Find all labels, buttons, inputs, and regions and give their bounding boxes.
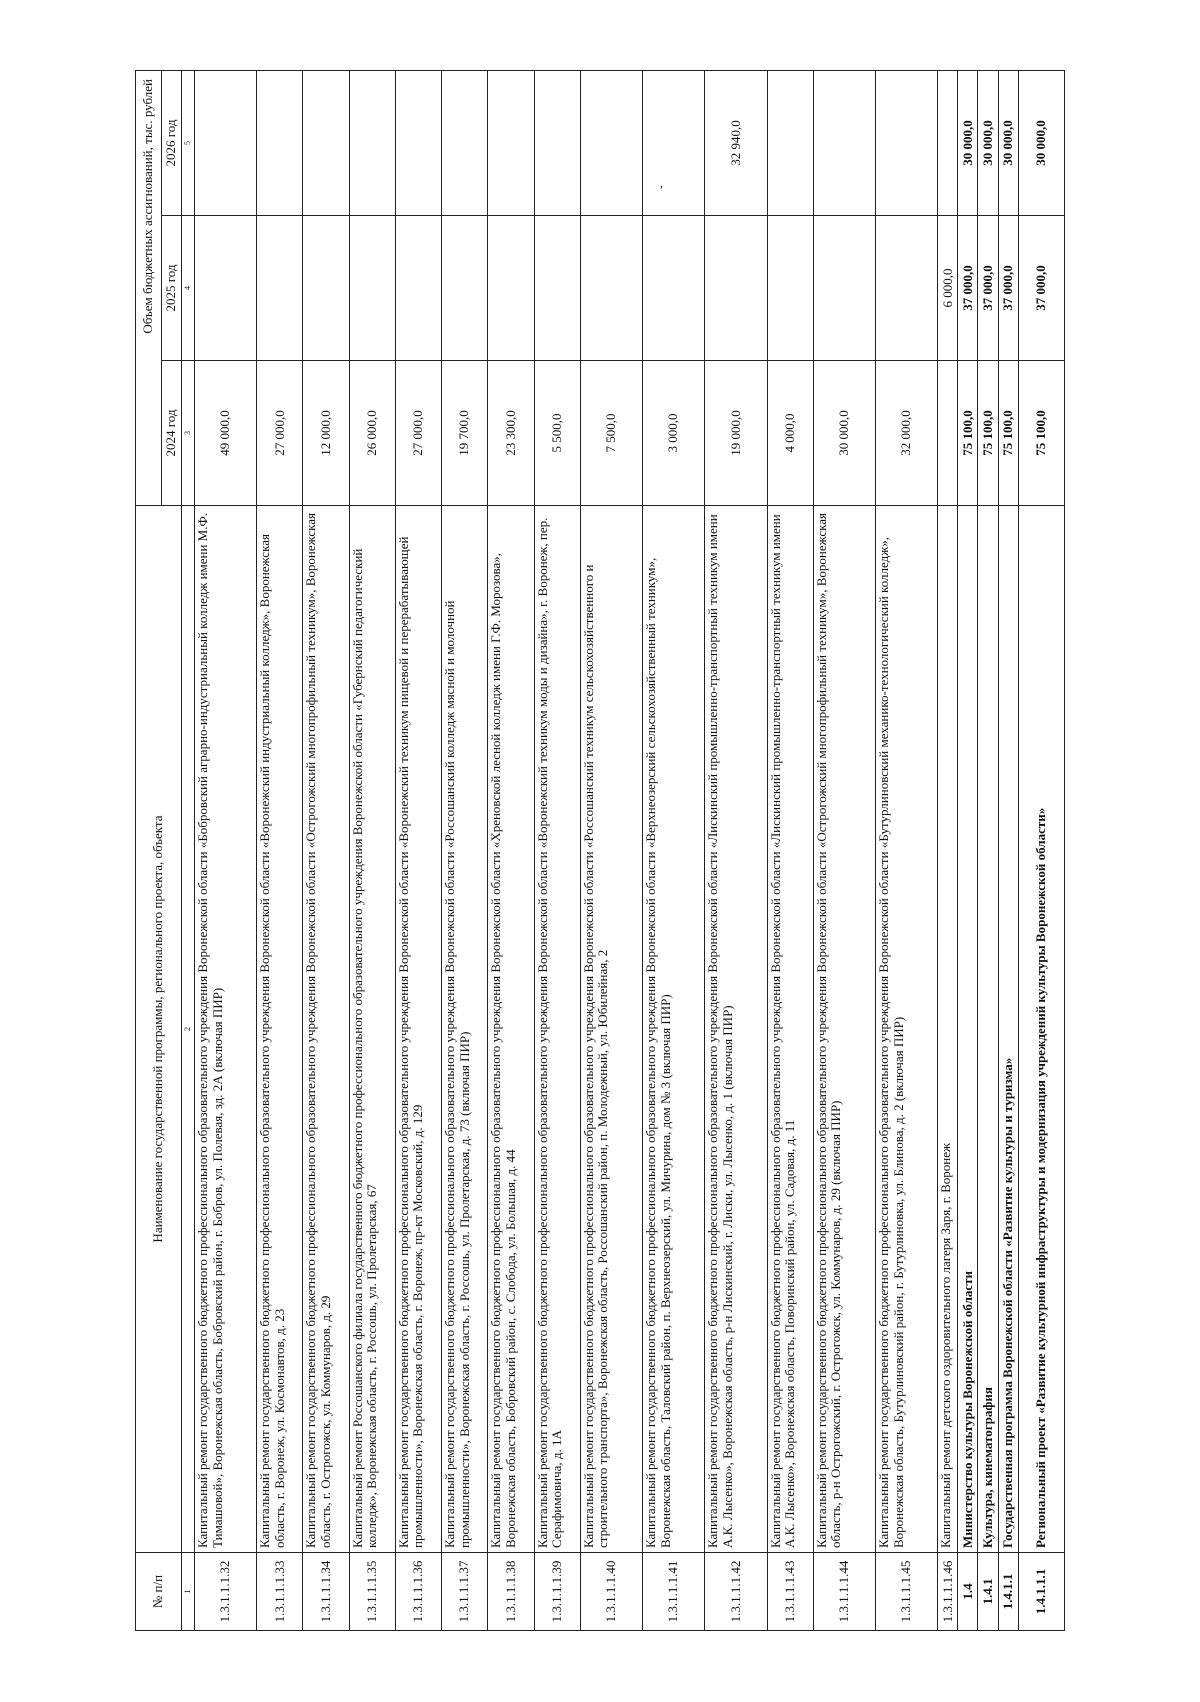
table-row — [195, 71, 257, 1631]
row-name: Капитальный ремонт государственного бюджетного профессионального образовательного учреждения Воронежской области «Острогожский многопрофильный техникум», Воронежская область, г. Острогожск, ул. Коммунаров, д. 29 — [303, 506, 349, 1553]
row-number: 1.3.1.1.1.35 — [349, 1553, 395, 1631]
row-number: 1.4.1.1 — [998, 1553, 1018, 1631]
header-year-2024: 2024 год — [162, 361, 182, 506]
column-number: 2 — [182, 506, 195, 1553]
header-year-2025: 2025 год — [162, 216, 182, 361]
row-name: Капитальный ремонт государственного бюджетного профессионального образовательного учреждения Воронежской области «Лискинский промышленно-транспортный техникум имени А.К. Лысенко», Воронежская область, Поворинский район, ул. Садовая, д. 11 — [767, 506, 813, 1553]
row-value-2024: 12 000,0 — [303, 361, 349, 506]
row-value-2026 — [938, 71, 958, 216]
row-name: Капитальный ремонт государственного бюджетного профессионального образовательного учреждения Воронежской области «Воронежский индустриальный колледж», Воронежская область, г. Воронеж, ул. Космонавтов, д. 23 — [257, 506, 303, 1553]
row-name: Капитальный ремонт государственного бюджетного профессионального образовательного учреждения Воронежской области «Верхнеозерский сельскохозяйственный техникум», Воронежская область, Таловский район, п. Верхнеозерский, ул. Мичурина, дом № 3 (включая ПИР) — [642, 506, 704, 1553]
row-number: 1.3.1.1.1.36 — [395, 1553, 441, 1631]
table-row — [442, 71, 488, 1631]
row-value-2024: 30 000,0 — [813, 361, 875, 506]
table-row — [938, 71, 958, 1631]
row-number: 1.3.1.1.1.46 — [938, 1553, 958, 1631]
row-value-2024: 27 000,0 — [257, 361, 303, 506]
row-value-2025 — [257, 216, 303, 361]
row-value-2024: 5 500,0 — [534, 361, 580, 506]
row-value-2025 — [705, 216, 767, 361]
table-row-total — [978, 71, 998, 1631]
row-value-2024: 26 000,0 — [349, 361, 395, 506]
row-value-2024: 23 300,0 — [488, 361, 534, 506]
header-col-num: № п/п — [136, 1553, 182, 1631]
row-value-2025 — [580, 216, 642, 361]
row-value-2026 — [534, 71, 580, 216]
row-value-2024: 4 000,0 — [767, 361, 813, 506]
row-name: Министерство культуры Воронежской области — [958, 506, 978, 1553]
column-number: 4 — [182, 216, 195, 361]
row-value-2026 — [349, 71, 395, 216]
column-number: 5 — [182, 71, 195, 216]
row-value-2024: 32 000,0 — [876, 361, 938, 506]
row-value-2025 — [349, 216, 395, 361]
row-value-2025: 37 000,0 — [998, 216, 1018, 361]
table-body — [195, 71, 1065, 1631]
row-name: Государственная программа Воронежской области «Развитие культуры и туризма» — [998, 506, 1018, 1553]
row-value-2026 — [813, 71, 875, 216]
row-name: Культура, кинематография — [978, 506, 998, 1553]
row-value-2024: 27 000,0 — [395, 361, 441, 506]
row-name: Капитальный ремонт государственного бюджетного профессионального образовательного учреждения Воронежской области «Бобровский аграрно-индустриальный колледж имени М.Ф. Тимашовой», Воронежская область, Бобровский район, г. Бобров, ул. Полевая, зд. 2А (включая ПИР) — [195, 506, 257, 1553]
row-value-2024: 3 000,0 — [642, 361, 704, 506]
row-number: 1.4.1.1.1 — [1018, 1553, 1064, 1631]
row-value-2025 — [767, 216, 813, 361]
row-value-2024: 75 100,0 — [1018, 361, 1064, 506]
header-year-2026: 2026 год — [162, 71, 182, 216]
row-value-2024: 7 500,0 — [580, 361, 642, 506]
row-number: 1.4.1 — [978, 1553, 998, 1631]
row-value-2025: 37 000,0 — [958, 216, 978, 361]
budget-table — [135, 70, 1065, 1631]
row-number: 1.3.1.1.1.41 — [642, 1553, 704, 1631]
row-value-2026 — [257, 71, 303, 216]
rotated-budget-table-sheet — [135, 71, 1065, 1631]
row-number: 1.3.1.1.1.40 — [580, 1553, 642, 1631]
row-name: Капитальный ремонт государственного бюджетного профессионального образовательного учреждения Воронежской области «Хреновской лесной колледж имени Г.Ф. Морозова», Воронежская область, Бобровский район, с. Слобода, ул. Большая, д. 44 — [488, 506, 534, 1553]
row-name: Капитальный ремонт государственного бюджетного профессионального образовательного учреждения Воронежской области «Россошанский колледж мясной и молочной промышленности», Воронежская область, г. Россошь, ул. Пролетарская, д. 73 (включая ПИР) — [442, 506, 488, 1553]
row-value-2024: 75 100,0 — [998, 361, 1018, 506]
row-value-2026 — [442, 71, 488, 216]
row-value-2026: 32 940,0 — [705, 71, 767, 216]
table-row — [642, 71, 704, 1631]
column-number: 1 — [182, 1553, 195, 1631]
row-value-2026 — [642, 71, 704, 216]
table-row — [349, 71, 395, 1631]
row-value-2025: 6 000,0 — [938, 216, 958, 361]
row-number: 1.4 — [958, 1553, 978, 1631]
row-value-2025: 37 000,0 — [978, 216, 998, 361]
row-value-2026 — [876, 71, 938, 216]
table-row-total — [958, 71, 978, 1631]
row-value-2026 — [195, 71, 257, 216]
row-value-2024: 75 100,0 — [978, 361, 998, 506]
row-value-2025 — [303, 216, 349, 361]
row-value-2025 — [642, 216, 704, 361]
row-value-2025: 37 000,0 — [1018, 216, 1064, 361]
row-number: 1.3.1.1.1.32 — [195, 1553, 257, 1631]
row-name: Капитальный ремонт государственного бюджетного профессионального образовательного учреждения Воронежской области «Лискинский промышленно-транспортный техникум имени А.К. Лысенко», Воронежская область, р-н Лискинский, г. Лиски, ул. Лысенко, д. 1 (включая ПИР) — [705, 506, 767, 1553]
row-name: Капитальный ремонт государственного бюджетного профессионального образовательного учреждения Воронежской области «Воронежский техникум пищевой и перерабатывающей промышленности», Воронежская область, г. Воронеж, пр-кт Московский, д. 129 — [395, 506, 441, 1553]
row-name: Региональный проект «Развитие культурной инфраструктуры и модернизация учреждений культуры Воронежской области» — [1018, 506, 1064, 1553]
row-number: 1.3.1.1.1.33 — [257, 1553, 303, 1631]
row-number: 1.3.1.1.1.44 — [813, 1553, 875, 1631]
row-value-2024: 75 100,0 — [958, 361, 978, 506]
row-value-2025 — [813, 216, 875, 361]
table-row — [257, 71, 303, 1631]
table-row — [395, 71, 441, 1631]
row-number: 1.3.1.1.1.45 — [876, 1553, 938, 1631]
row-value-2025 — [442, 216, 488, 361]
row-value-2026 — [488, 71, 534, 216]
row-value-2026 — [767, 71, 813, 216]
row-value-2024: 19 700,0 — [442, 361, 488, 506]
page-mark: , — [660, 176, 663, 190]
row-value-2025 — [876, 216, 938, 361]
table-row — [876, 71, 938, 1631]
row-value-2024: 19 000,0 — [705, 361, 767, 506]
row-value-2026 — [395, 71, 441, 216]
table-row — [488, 71, 534, 1631]
row-value-2026 — [580, 71, 642, 216]
row-value-2024: 49 000,0 — [195, 361, 257, 506]
row-value-2026: 30 000,0 — [1018, 71, 1064, 216]
row-number: 1.3.1.1.1.42 — [705, 1553, 767, 1631]
table-row-total — [1018, 71, 1064, 1631]
table-row-total — [998, 71, 1018, 1631]
row-name: Капитальный ремонт детского оздоровительного лагеря Заря, г. Воронеж — [938, 506, 958, 1553]
row-name: Капитальный ремонт Россошанского филиала государственного бюджетного профессионального образовательного учреждения Воронежской области «Губернский педагогический колледж», Воронежская область, г. Россошь, ул. Пролетарская, 67 — [349, 506, 395, 1553]
row-name: Капитальный ремонт государственного бюджетного профессионального образовательного учреждения Воронежской области «Бутурлиновский механико-технологический колледж», Воронежская область, Бутурлиновский район, г. Бутурлиновка, ул. Блинова, д. 2 (включая ПИР) — [876, 506, 938, 1553]
row-value-2026: 30 000,0 — [958, 71, 978, 216]
row-name: Капитальный ремонт государственного бюджетного профессионального образовательного учреждения Воронежской области «Воронежский техникум моды и дизайна», г. Воронеж, пер. Серафимовича, д. 1А — [534, 506, 580, 1553]
row-number: 1.3.1.1.1.39 — [534, 1553, 580, 1631]
table-row — [303, 71, 349, 1631]
row-number: 1.3.1.1.1.38 — [488, 1553, 534, 1631]
row-value-2026: 30 000,0 — [998, 71, 1018, 216]
row-value-2026: 30 000,0 — [978, 71, 998, 216]
row-number: 1.3.1.1.1.34 — [303, 1553, 349, 1631]
table-row — [580, 71, 642, 1631]
header-col-budget: Объем бюджетных ассигнований, тыс. рублей — [136, 71, 162, 506]
row-value-2026 — [303, 71, 349, 216]
table-row — [767, 71, 813, 1631]
row-name: Капитальный ремонт государственного бюджетного профессионального образовательного учреждения Воронежской области «Острогожский многопрофильный техникум», Воронежская область, р-н Острогожский, г. Острогожск, ул. Коммунаров, д. 29 (включая ПИР) — [813, 506, 875, 1553]
header-col-name: Наименование государственной программы, регионального проекта, объекта — [136, 506, 182, 1553]
table-row — [534, 71, 580, 1631]
table-row — [813, 71, 875, 1631]
row-name: Капитальный ремонт государственного бюджетного профессионального образовательного учреждения Воронежской области «Россошанский техникум сельскохозяйственного и строительного транспорта», Воронежская область, Россошанский район, п. Молодежный, ул. Юбилейная, 2 — [580, 506, 642, 1553]
table-row — [705, 71, 767, 1631]
column-number: 3 — [182, 361, 195, 506]
row-value-2025 — [395, 216, 441, 361]
row-value-2025 — [534, 216, 580, 361]
row-value-2024 — [938, 361, 958, 506]
row-value-2025 — [195, 216, 257, 361]
row-value-2025 — [488, 216, 534, 361]
row-number: 1.3.1.1.1.37 — [442, 1553, 488, 1631]
row-number: 1.3.1.1.1.43 — [767, 1553, 813, 1631]
